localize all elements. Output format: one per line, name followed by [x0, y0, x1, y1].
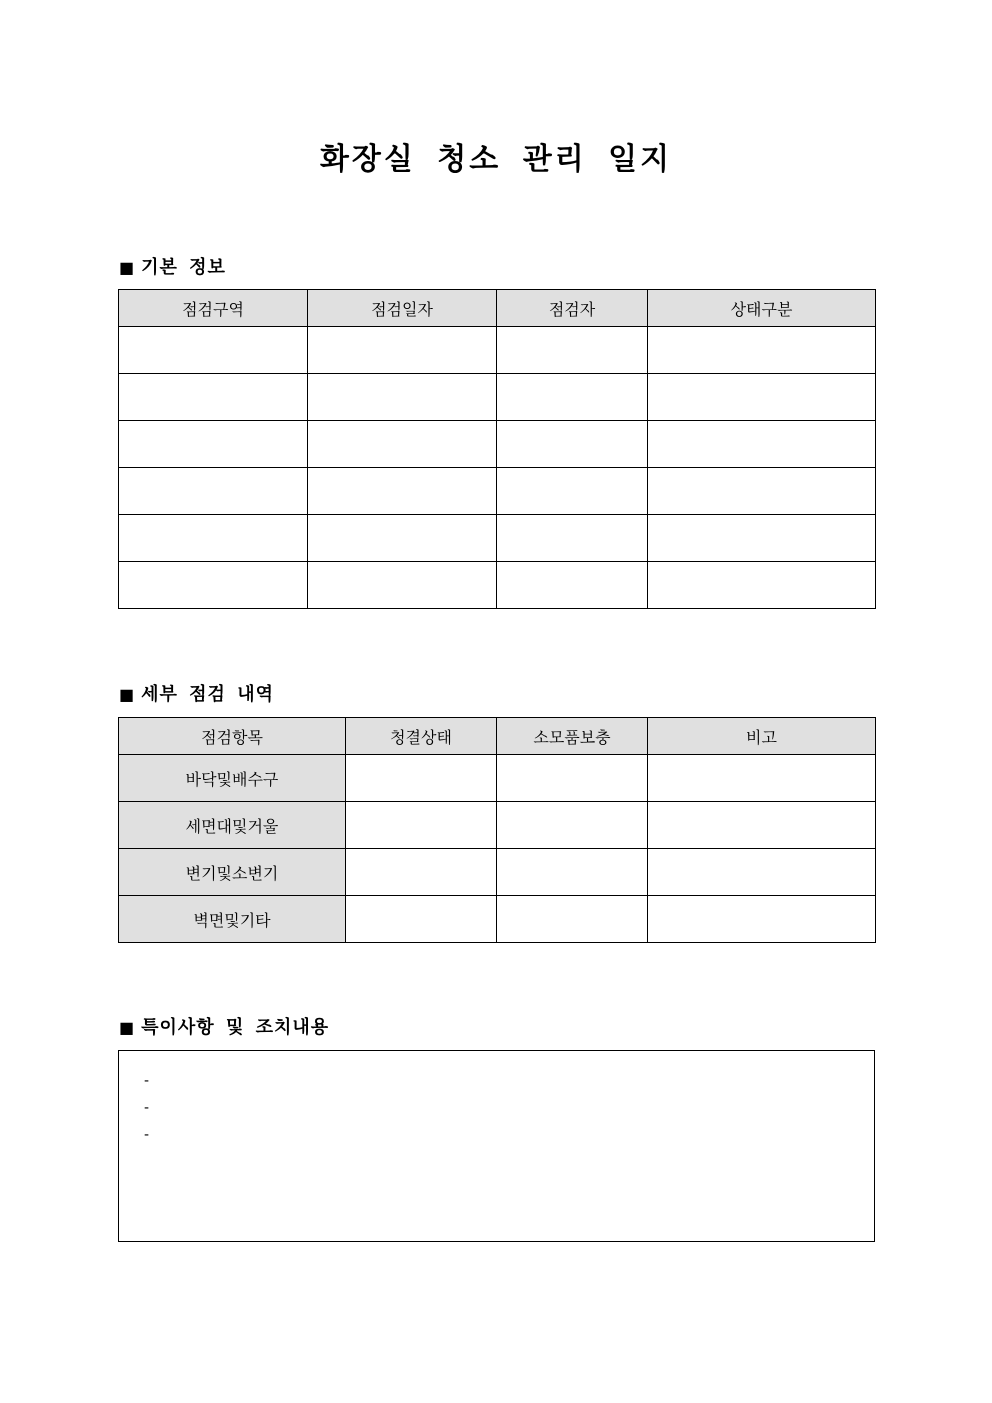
section-heading-notes [119, 1013, 329, 1039]
row-label: 벽면및기타 [119, 896, 346, 943]
table-header-row [119, 718, 876, 755]
table-cell[interactable] [308, 421, 497, 468]
table-cell[interactable] [119, 421, 308, 468]
table-cell[interactable] [308, 468, 497, 515]
section-heading-text: 세부 점검 내역 [141, 684, 274, 705]
table-cell[interactable] [497, 896, 648, 943]
table-cell[interactable] [648, 374, 876, 421]
table-cell[interactable] [648, 421, 876, 468]
table-cell[interactable] [119, 515, 308, 562]
note-line: - [144, 1127, 150, 1143]
table-row [119, 802, 876, 849]
table-cell[interactable] [346, 896, 497, 943]
table-cell[interactable] [648, 515, 876, 562]
square-bullet-icon: ■ [119, 1018, 136, 1037]
table-cell[interactable] [119, 374, 308, 421]
table-row [119, 421, 876, 468]
column-header-cleanliness: 청결상태 [346, 718, 497, 755]
table-row [119, 755, 876, 802]
square-bullet-icon: ■ [119, 685, 136, 704]
table-cell[interactable] [497, 562, 648, 609]
table-cell[interactable] [648, 468, 876, 515]
table-row [119, 374, 876, 421]
column-header-area: 점검구역 [119, 290, 308, 327]
table-cell[interactable] [308, 515, 497, 562]
column-header-date: 점검일자 [308, 290, 497, 327]
table-cell[interactable] [648, 562, 876, 609]
detail-inspection-table [118, 717, 876, 943]
table-cell[interactable] [119, 562, 308, 609]
section-heading-basic-info [119, 253, 226, 279]
section-heading-text: 특이사항 및 조치내용 [141, 1017, 330, 1038]
table-header-row [119, 290, 876, 327]
column-header-remarks: 비고 [648, 718, 876, 755]
note-line: - [144, 1073, 150, 1089]
table-row [119, 849, 876, 896]
column-header-status: 상태구분 [648, 290, 876, 327]
table-cell[interactable] [648, 896, 876, 943]
column-header-supplies: 소모품보충 [497, 718, 648, 755]
table-cell[interactable] [119, 327, 308, 374]
page-title: 화장실 청소 관리 일지 [319, 142, 673, 177]
table-row [119, 515, 876, 562]
table-cell[interactable] [497, 421, 648, 468]
notes-textarea[interactable] [118, 1050, 875, 1242]
section-heading-detail [119, 680, 274, 706]
table-cell[interactable] [648, 327, 876, 374]
row-label: 변기및소변기 [119, 849, 346, 896]
square-bullet-icon: ■ [119, 258, 136, 277]
table-row [119, 468, 876, 515]
table-cell[interactable] [497, 755, 648, 802]
table-cell[interactable] [648, 755, 876, 802]
table-cell[interactable] [648, 802, 876, 849]
table-cell[interactable] [648, 849, 876, 896]
table-cell[interactable] [308, 374, 497, 421]
table-cell[interactable] [346, 755, 497, 802]
table-cell[interactable] [497, 515, 648, 562]
table-cell[interactable] [497, 468, 648, 515]
table-cell[interactable] [497, 374, 648, 421]
section-heading-text: 기본 정보 [141, 257, 226, 278]
row-label: 세면대및거울 [119, 802, 346, 849]
column-header-inspector: 점검자 [497, 290, 648, 327]
table-cell[interactable] [497, 327, 648, 374]
table-cell[interactable] [346, 849, 497, 896]
table-cell[interactable] [119, 468, 308, 515]
column-header-item: 점검항목 [119, 718, 346, 755]
table-row [119, 327, 876, 374]
table-cell[interactable] [497, 849, 648, 896]
table-cell[interactable] [308, 327, 497, 374]
note-line: - [144, 1100, 150, 1116]
table-cell[interactable] [346, 802, 497, 849]
table-row [119, 896, 876, 943]
table-cell[interactable] [497, 802, 648, 849]
row-label: 바닥및배수구 [119, 755, 346, 802]
basic-info-table [118, 289, 876, 609]
table-cell[interactable] [308, 562, 497, 609]
table-row [119, 562, 876, 609]
